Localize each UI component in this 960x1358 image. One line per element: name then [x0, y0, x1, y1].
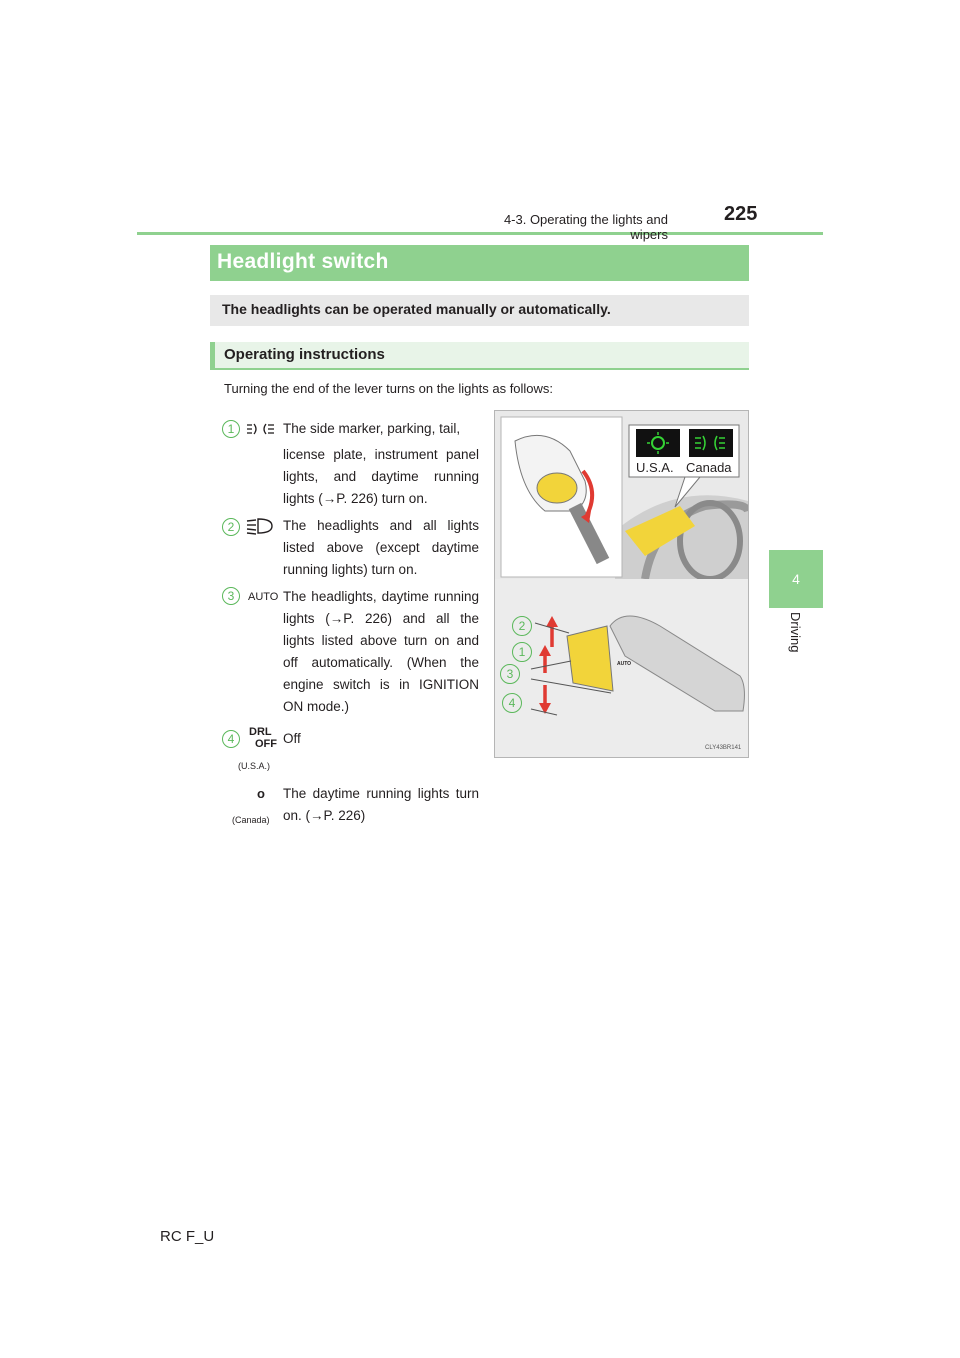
- canada-label: Canada: [686, 460, 732, 475]
- drl-symbol-bottom: OFF: [255, 738, 277, 750]
- item-text: The headlights and all lights listed above (except daytime running lights) turn on.: [283, 518, 479, 577]
- auto-symbol: AUTO: [248, 591, 279, 603]
- figure-callout: 1: [512, 642, 532, 662]
- drl-symbol-top: DRL: [249, 726, 272, 738]
- subsection-accent: [210, 342, 215, 370]
- item-number: 4: [222, 730, 240, 748]
- chapter-tab: [769, 550, 823, 608]
- section-title: 4-3. Operating the lights and wipers: [503, 212, 668, 242]
- off-circle-icon: o: [257, 786, 265, 801]
- usa-label: U.S.A.: [636, 460, 674, 475]
- item-number: 2: [222, 518, 240, 536]
- chapter-label: Driving: [788, 612, 803, 653]
- subsection-title: Operating instructions: [224, 346, 385, 363]
- figure-callout: 4: [502, 693, 522, 713]
- footer-model: RC F_U: [160, 1228, 215, 1245]
- figure-callout: 3: [500, 664, 520, 684]
- page-title: Headlight switch: [217, 250, 389, 273]
- lead-text: Turning the end of the lever turns on the lights as follows:: [224, 381, 554, 396]
- figure-code: CLY43BR141: [705, 745, 742, 751]
- region-label: (U.S.A.): [238, 761, 271, 771]
- item-number: 3: [222, 587, 240, 605]
- parking-light-icon: [246, 422, 276, 436]
- item-text: The side marker, parking, tail,: [283, 421, 461, 436]
- region-label: (Canada): [232, 815, 270, 825]
- intro-text: The headlights can be operated manually or automatically.: [222, 301, 611, 317]
- lever-auto-label: AUTO: [617, 661, 632, 667]
- page-number: 225: [724, 203, 758, 225]
- headlight-icon: [246, 517, 274, 535]
- item-text: license plate, instrument panel lights, and daytime running lights (→P. 226) turn on.: [283, 447, 479, 506]
- item-text: The headlights, daytime running lights (→P. 226) and all the lights listed above turn on and off automatically. (When the engine switch is in IGNITION ON mode.): [283, 589, 479, 714]
- item-number: 1: [222, 420, 240, 438]
- item-text: Off: [283, 731, 301, 746]
- chapter-number: 4: [792, 571, 800, 587]
- figure-callout: 2: [512, 616, 532, 636]
- item-text: The daytime running lights turn on. (→P. 226): [283, 786, 479, 823]
